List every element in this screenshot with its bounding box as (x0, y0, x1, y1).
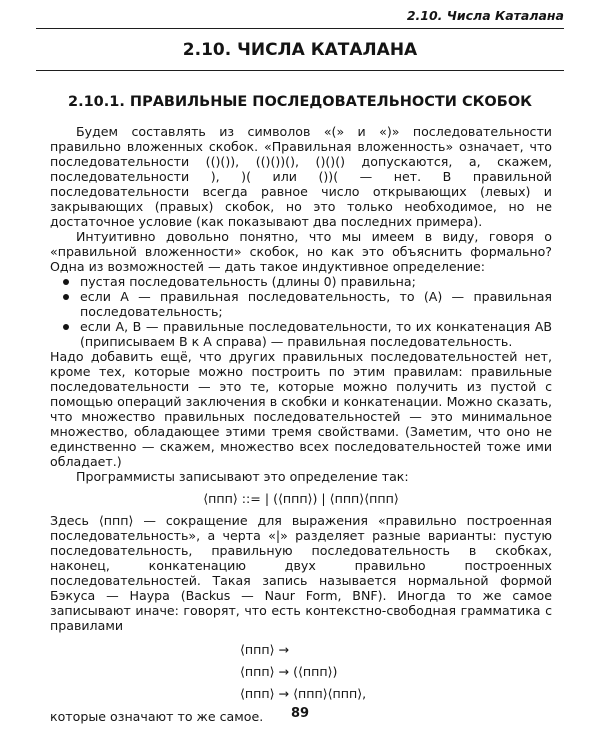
definition-list (50, 274, 552, 349)
paragraph-1: Будем составлять из символов «(» и «)» последовательности правильно вложенных скобок. «Правильная вложенность» означает, что последовательности (()()), (()())(), ()()() допускаются, а, скажем, последовательности ), )( или ())( — нет. В правильной последовательности всегда равное число открывающих (левых) и закрывающих (правых) скобок, но это только необходимое, но не достаточное условие (как показывают два последних примера). (50, 124, 552, 229)
section-title: 2.10. ЧИСЛА КАТАЛАНА (182, 40, 418, 60)
header-rule (36, 28, 564, 29)
grammar-rule: ⟨ппп⟩ → ⟨ппп⟩⟨ппп⟩, (240, 686, 367, 701)
closing-line: которые означают то же самое. (50, 709, 264, 724)
grammar-rule: ⟨ппп⟩ → (⟨ппп⟩) (240, 664, 338, 679)
paragraph-5: Здесь ⟨ппп⟩ — сокращение для выражения «правильно построенная последовательность», а черта «|» разделяет разные варианты: пустую последовательность, правильную последовательность в скобках, наконец, конкатенацию двух правильно построенных последовательностей. Такая запись называется нормальной формой Бэкуса — Наура (Backus — Naur Form, BNF). Иногда то же самое записывают иначе: говорят, что есть контекстно-свободная грамматика с правилами (50, 513, 552, 633)
definition-item: если A, B — правильные последовательности, то их конкатенация AB (приписываем B к A справа) — правильная последовательность. (56, 319, 552, 349)
paragraph-3: Надо добавить ещё, что других правильных последовательностей нет, кроме тех, которые можно построить по этим правилам: правильные последовательности — это те, которые можно получить из пустой с помощью операций заключения в скобки и конкатенации. Можно сказать, что множество правильных последовательностей — это минимальное множество, обладающее этими тремя свойствами. (Заметим, что оно не единственно — скажем, множество всех последовательностей тоже ими обладает.) (50, 349, 552, 469)
paragraph-2: Интуитивно довольно понятно, что мы имеем в виду, говоря о «правильной вложенности» скобок, но как это объяснить формально? Одна из возможностей — дать такое индуктивное определение: (50, 229, 552, 274)
page-number: 89 (290, 706, 310, 721)
grammar-rule: ⟨ппп⟩ → (240, 642, 290, 657)
running-header: 2.10. Числа Каталана (406, 8, 564, 23)
body-text (50, 124, 552, 724)
definition-item: если A — правильная последовательность, то (A) — правильная последовательность; (56, 289, 552, 319)
subsection-title: 2.10.1. ПРАВИЛЬНЫЕ ПОСЛЕДОВАТЕЛЬНОСТИ СКОБОК (68, 94, 532, 110)
section-rule (36, 70, 564, 71)
definition-item: пустая последовательность (длины 0) правильна; (56, 274, 552, 289)
grammar-rules (240, 639, 552, 705)
paragraph-4: Программисты записывают это определение так: (76, 469, 409, 484)
bnf-formula: ⟨ппп⟩ ::= | (⟨ппп⟩) | ⟨ппп⟩⟨ппп⟩ (203, 491, 399, 506)
